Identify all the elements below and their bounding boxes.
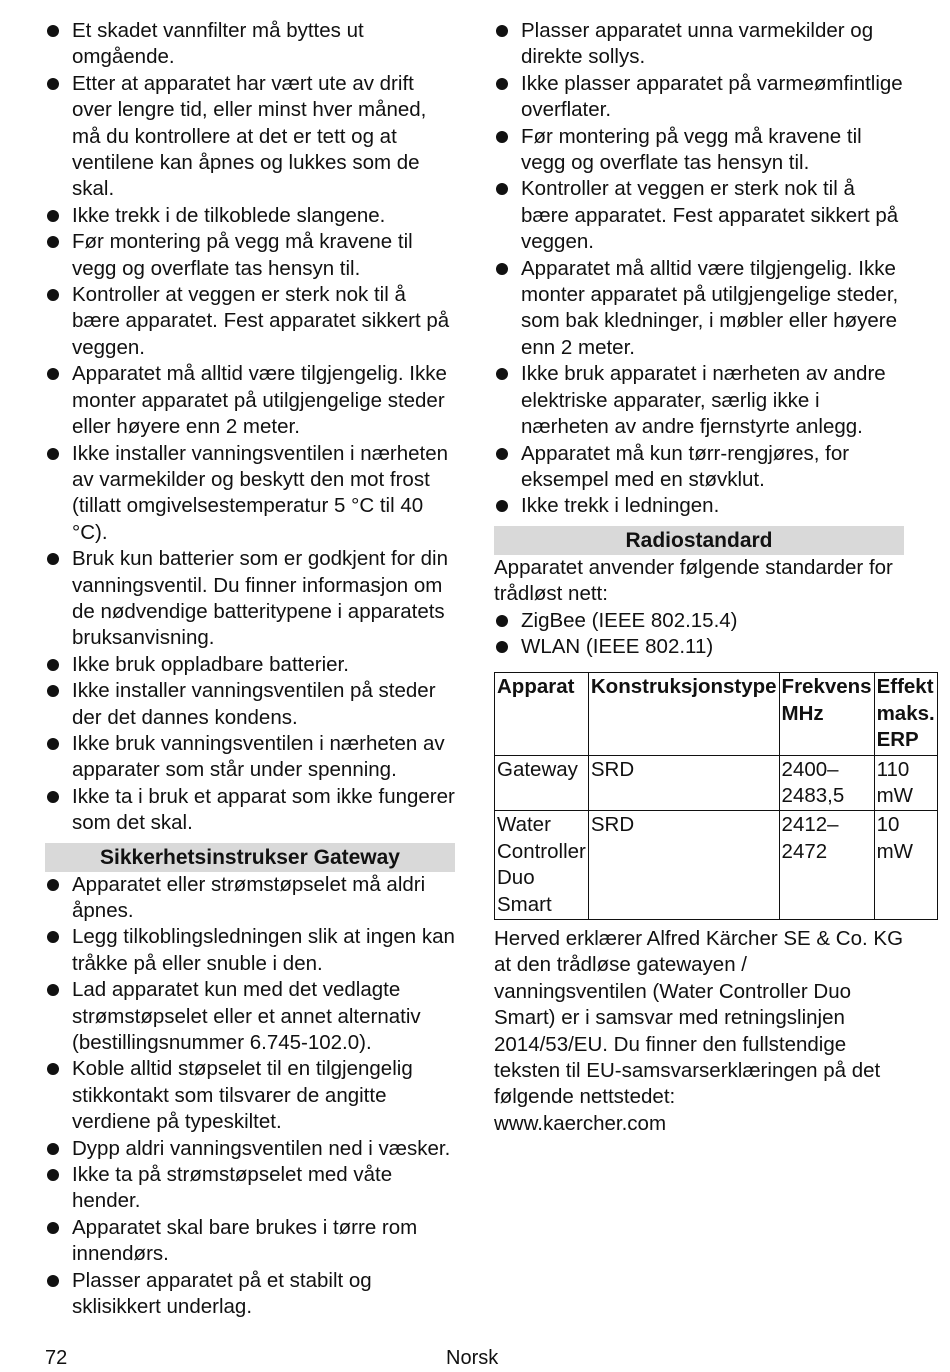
list-item — [494, 256, 904, 362]
list-item-text: Legg tilkoblingsledningen slik at ingen kan tråkke på eller snuble i den. — [72, 925, 455, 975]
safety-list-general — [45, 18, 455, 837]
list-item — [45, 1215, 455, 1268]
bullet-icon — [496, 25, 508, 37]
list-item — [45, 546, 455, 652]
list-item-text: Ikke installer vanningsventilen i nærheten av varmekilder og beskytt den mot frost (tillatt omgivelsestemperatur 5 °C til 40 °C). — [72, 441, 449, 544]
list-item — [45, 731, 455, 784]
list-item — [45, 229, 455, 282]
table-row — [495, 755, 938, 811]
list-item — [45, 652, 455, 678]
bullet-icon — [496, 641, 508, 653]
list-item — [45, 1162, 455, 1215]
right-column — [494, 18, 935, 1137]
conformity-declaration: Herved erklærer Alfred Kärcher SE & Co. KG at den trådløse gatewayen / vanningsventilen (Water Controller Duo Smart) er i samsvar med retningslinjen 2014/53/EU. Du finner den fullstendige teksten til EU-samsvarserklæringen på det følgende nettstedet: — [494, 927, 904, 1109]
column-header: Konstruksjonstype — [588, 673, 779, 755]
list-item-text: Etter at apparatet har vært ute av drift over lengre tid, eller minst hver måned, må du kontrollere at det er tett og at ventilene kan åpnes og lukkes som de skal. — [72, 71, 427, 201]
list-item — [494, 608, 904, 634]
bullet-icon — [47, 931, 59, 943]
list-item — [45, 924, 455, 977]
table-cell: 2400–2483,5 — [779, 755, 874, 811]
list-item — [494, 176, 904, 255]
bullet-icon — [47, 1063, 59, 1075]
radio-spec-table — [494, 672, 938, 920]
column-header: Frekvens MHz — [779, 673, 874, 755]
list-item-text: Ikke ta i bruk et apparat som ikke fungerer som det skal. — [72, 784, 455, 835]
list-item-text: Ikke bruk vanningsventilen i nærheten av apparater som står under spenning. — [72, 731, 445, 782]
page-number: 72 — [45, 1347, 68, 1369]
bullet-icon — [47, 1143, 59, 1155]
list-item — [494, 71, 904, 124]
list-item-text: Ikke trekk i ledningen. — [521, 494, 720, 518]
list-item-text: Bruk kun batterier som er godkjent for din vanningsventil. Du finner informasjon om de nødvendige batteritypene i apparatets bruksanvisning. — [72, 547, 449, 650]
bullet-icon — [47, 1222, 59, 1234]
table-cell: SRD — [588, 811, 779, 920]
list-item-text: Ikke ta på strømstøpselet med våte hender. — [72, 1163, 393, 1213]
list-item-text: Apparatet skal bare brukes i tørre rom innendørs. — [72, 1215, 418, 1266]
list-item-text: Kontroller at veggen er sterk nok til å bære apparatet. Fest apparatet sikkert på veggen. — [72, 283, 450, 359]
bullet-icon — [496, 500, 508, 512]
bullet-icon — [47, 659, 59, 671]
list-item — [45, 1056, 455, 1135]
list-item-text: Apparatet eller strømstøpselet må aldri åpnes. — [72, 872, 426, 922]
table-cell: 10 mW — [874, 811, 937, 920]
table-row — [495, 811, 938, 920]
bullet-icon — [47, 78, 59, 90]
list-item-text: Ikke bruk apparatet i nærheten av andre elektriske apparater, særlig ikke i nærheten av andre fjernstyrte anlegg. — [521, 362, 886, 439]
table-cell: 110 mW — [874, 755, 937, 811]
list-item — [494, 493, 904, 519]
list-item-text: Koble alltid støpselet til en tilgjengelig stikkontakt som tilsvarer de angitte verdiene på typeskiltet. — [72, 1057, 413, 1134]
table-cell: Water Controller Duo Smart — [495, 811, 589, 920]
list-item — [45, 678, 455, 731]
list-item-text: Apparatet må kun tørr-rengjøres, for eksempel med en støvklut. — [521, 441, 850, 491]
bullet-icon — [47, 1275, 59, 1287]
radio-standard-heading: Radiostandard — [494, 526, 904, 555]
table-cell: SRD — [588, 755, 779, 811]
list-item-text: Et skadet vannfilter må byttes ut omgående. — [72, 19, 364, 69]
list-item-text: Plasser apparatet unna varmekilder og direkte sollys. — [521, 19, 874, 69]
list-item-text: Før montering på vegg må kravene til vegg og overflate tas hensyn til. — [72, 230, 413, 280]
list-item — [45, 18, 455, 71]
list-item — [45, 872, 455, 925]
bullet-icon — [47, 1169, 59, 1181]
table-header-row — [495, 673, 938, 755]
list-item — [494, 18, 904, 71]
bullet-icon — [496, 448, 508, 460]
bullet-icon — [47, 25, 59, 37]
bullet-icon — [496, 131, 508, 143]
list-item-text: Før montering på vegg må kravene til vegg og overflate tas hensyn til. — [521, 124, 862, 175]
radio-standard-list — [494, 608, 904, 661]
bullet-icon — [47, 685, 59, 697]
list-item — [45, 71, 455, 203]
bullet-icon — [47, 791, 59, 803]
list-item — [494, 634, 904, 660]
list-item — [45, 1268, 455, 1321]
website-link[interactable]: www.kaercher.com — [494, 1111, 667, 1135]
bullet-icon — [47, 984, 59, 996]
safety-list-continued — [494, 18, 904, 520]
bullet-icon — [47, 289, 59, 301]
list-item — [494, 441, 904, 494]
list-item — [494, 124, 904, 177]
list-item-text: Apparatet må alltid være tilgjengelig. Ikke monter apparatet på utilgjengelige steder, som bak kledninger, i møbler eller høyere enn 2 meter. — [521, 256, 899, 359]
bullet-icon — [496, 615, 508, 627]
list-item-text: ZigBee (IEEE 802.15.4) — [521, 608, 738, 632]
bullet-icon — [47, 210, 59, 222]
list-item-text: Lad apparatet kun med det vedlagte strømstøpselet eller et annet alternativ (bestillingsnummer 6.745-102.0). — [72, 978, 421, 1055]
list-item-text: Ikke plasser apparatet på varmeømfintlige overflater. — [521, 71, 903, 122]
safety-list-gateway — [45, 872, 455, 1321]
bullet-icon — [47, 553, 59, 565]
list-item — [45, 203, 455, 229]
list-item — [45, 361, 455, 440]
list-item-text: Plasser apparatet på et stabilt og sklisikkert underlag. — [72, 1268, 372, 1319]
list-item — [45, 977, 455, 1056]
radio-intro: Apparatet anvender følgende standarder for trådløst nett: — [494, 555, 893, 606]
bullet-icon — [47, 879, 59, 891]
gateway-safety-heading: Sikkerhetsinstrukser Gateway — [45, 843, 455, 872]
list-item-text: Apparatet må alltid være tilgjengelig. Ikke monter apparatet på utilgjengelige steder eller høyere enn 2 meter. — [72, 362, 447, 439]
list-item-text: Kontroller at veggen er sterk nok til å bære apparatet. Fest apparatet sikkert på veggen. — [521, 177, 899, 254]
bullet-icon — [47, 236, 59, 248]
bullet-icon — [496, 368, 508, 380]
bullet-icon — [47, 738, 59, 750]
list-item-text: Ikke installer vanningsventilen på steder der det dannes kondens. — [72, 679, 436, 729]
table-cell: Gateway — [495, 755, 589, 811]
list-item — [45, 441, 455, 547]
bullet-icon — [496, 78, 508, 90]
list-item-text: Dypp aldri vanningsventilen ned i væsker. — [72, 1136, 451, 1160]
footer-language: Norsk — [446, 1347, 499, 1369]
column-header: Apparat — [495, 673, 589, 755]
bullet-icon — [47, 368, 59, 380]
bullet-icon — [496, 183, 508, 195]
list-item-text: WLAN (IEEE 802.11) — [521, 634, 714, 658]
list-item-text: Ikke bruk oppladbare batterier. — [72, 652, 349, 676]
list-item — [45, 1136, 455, 1162]
column-header: Effekt maks. ERP — [874, 673, 937, 755]
list-item — [494, 361, 904, 440]
list-item — [45, 784, 455, 837]
left-column — [45, 18, 455, 1321]
table-cell: 2412–2472 — [779, 811, 874, 920]
list-item — [45, 282, 455, 361]
list-item-text: Ikke trekk i de tilkoblede slangene. — [72, 203, 386, 227]
bullet-icon — [47, 448, 59, 460]
bullet-icon — [496, 263, 508, 275]
